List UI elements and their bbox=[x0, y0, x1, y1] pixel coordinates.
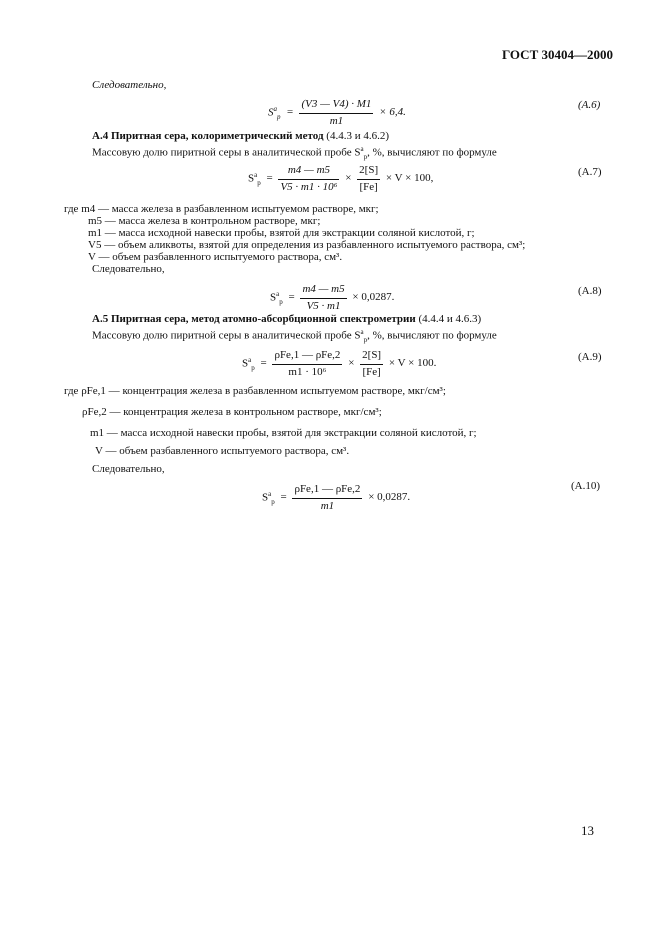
equation-number-a6: (A.6) bbox=[578, 99, 601, 111]
fraction-numerator: (V3 — V4) · M1 bbox=[299, 98, 373, 114]
section-a5-intro: Массовую долю пиритной серы в аналитической пробе $S^a_p$, %, вычисляют по формуле bbox=[92, 328, 497, 344]
equation-a8: $S^a_p$ = $\frac{m4 — m5}{V5 \cdot m1}$ × 0,0287. bbox=[270, 283, 395, 312]
definition-row: где m4 — масса железа в разбавленном испытуемом растворе, мкг; bbox=[64, 203, 379, 215]
equation-number-a7: (A.7) bbox=[578, 166, 602, 178]
therefore-text: Следовательно, bbox=[92, 263, 165, 275]
equation-tail: × 6,4. bbox=[379, 106, 406, 119]
equation-a10: $S^a_p$ = $\frac{\text{ρFe,1 — ρFe,2}}{m1}$ × 0,0287. bbox=[262, 483, 411, 512]
equation-number-a10: (A.10) bbox=[571, 480, 601, 492]
section-a4-intro: Массовую долю пиритной серы в аналитической пробе $S^a_p$, %, вычисляют по формуле bbox=[92, 145, 497, 161]
section-a4-heading: А.4 Пиритная сера, колориметрический метод (4.4.3 и 4.6.2) bbox=[92, 130, 390, 142]
definition-row: m1 — масса исходной навески пробы, взятой для экстракции соляной кислотой, г; bbox=[88, 227, 475, 239]
definition-row: ρFe,2 — концентрация железа в контрольном растворе, мкг/см³; bbox=[82, 406, 382, 418]
document-header: ГОСТ 30404—2000 bbox=[501, 47, 613, 62]
definition-row: m1 — масса исходной навески пробы, взятой для экстракции соляной кислотой, г; bbox=[90, 427, 477, 439]
therefore-text: Следовательно, bbox=[92, 463, 165, 475]
equation-number-a9: (A.9) bbox=[578, 351, 602, 363]
definition-row: m5 — масса железа в контрольном растворе, мкг; bbox=[88, 215, 321, 227]
lhs-symbol: $S^a_p$ bbox=[268, 104, 281, 121]
definition-row: V — объем разбавленного испытуемого раствора, см³. bbox=[88, 251, 343, 263]
definition-row: где ρFe,1 — концентрация железа в разбавленном испытуемом растворе, мкг/см³; bbox=[64, 385, 446, 397]
section-a5-heading: А.5 Пиритная сера, метод атомно-абсорбционной спектрометрии (4.4.4 и 4.6.3) bbox=[92, 313, 482, 325]
equation-a9: $S^a_p$ = $\frac{\text{ρFe,1 — ρFe,2}}{\text{m1 · 10⁶}}$ × $\frac{2[S]}{[Fe]}$ × V × 100. bbox=[242, 349, 437, 378]
definition-row: V — объем разбавленного испытуемого раствора, см³. bbox=[95, 445, 350, 457]
fraction-denominator: m1 bbox=[329, 114, 344, 127]
page-number: 13 bbox=[581, 823, 594, 838]
equation-a6: $S^a_p$ = $\frac{(V3 — V4) \cdot M1}{m1}$ × 6,4. bbox=[268, 98, 406, 127]
definition-row: V5 — объем аликвоты, взятой для определения из разбавленного испытуемого раствора, см³; bbox=[88, 239, 526, 251]
equation-number-a8: (A.8) bbox=[578, 285, 602, 297]
therefore-text: Следовательно, bbox=[92, 79, 167, 91]
equation-a7: $S^a_p$ = $\frac{m4 — m5}{\text{V5 · m1 · 10⁶}}$ × $\frac{2[S]}{[Fe]}$ × V × 100, bbox=[248, 164, 434, 193]
